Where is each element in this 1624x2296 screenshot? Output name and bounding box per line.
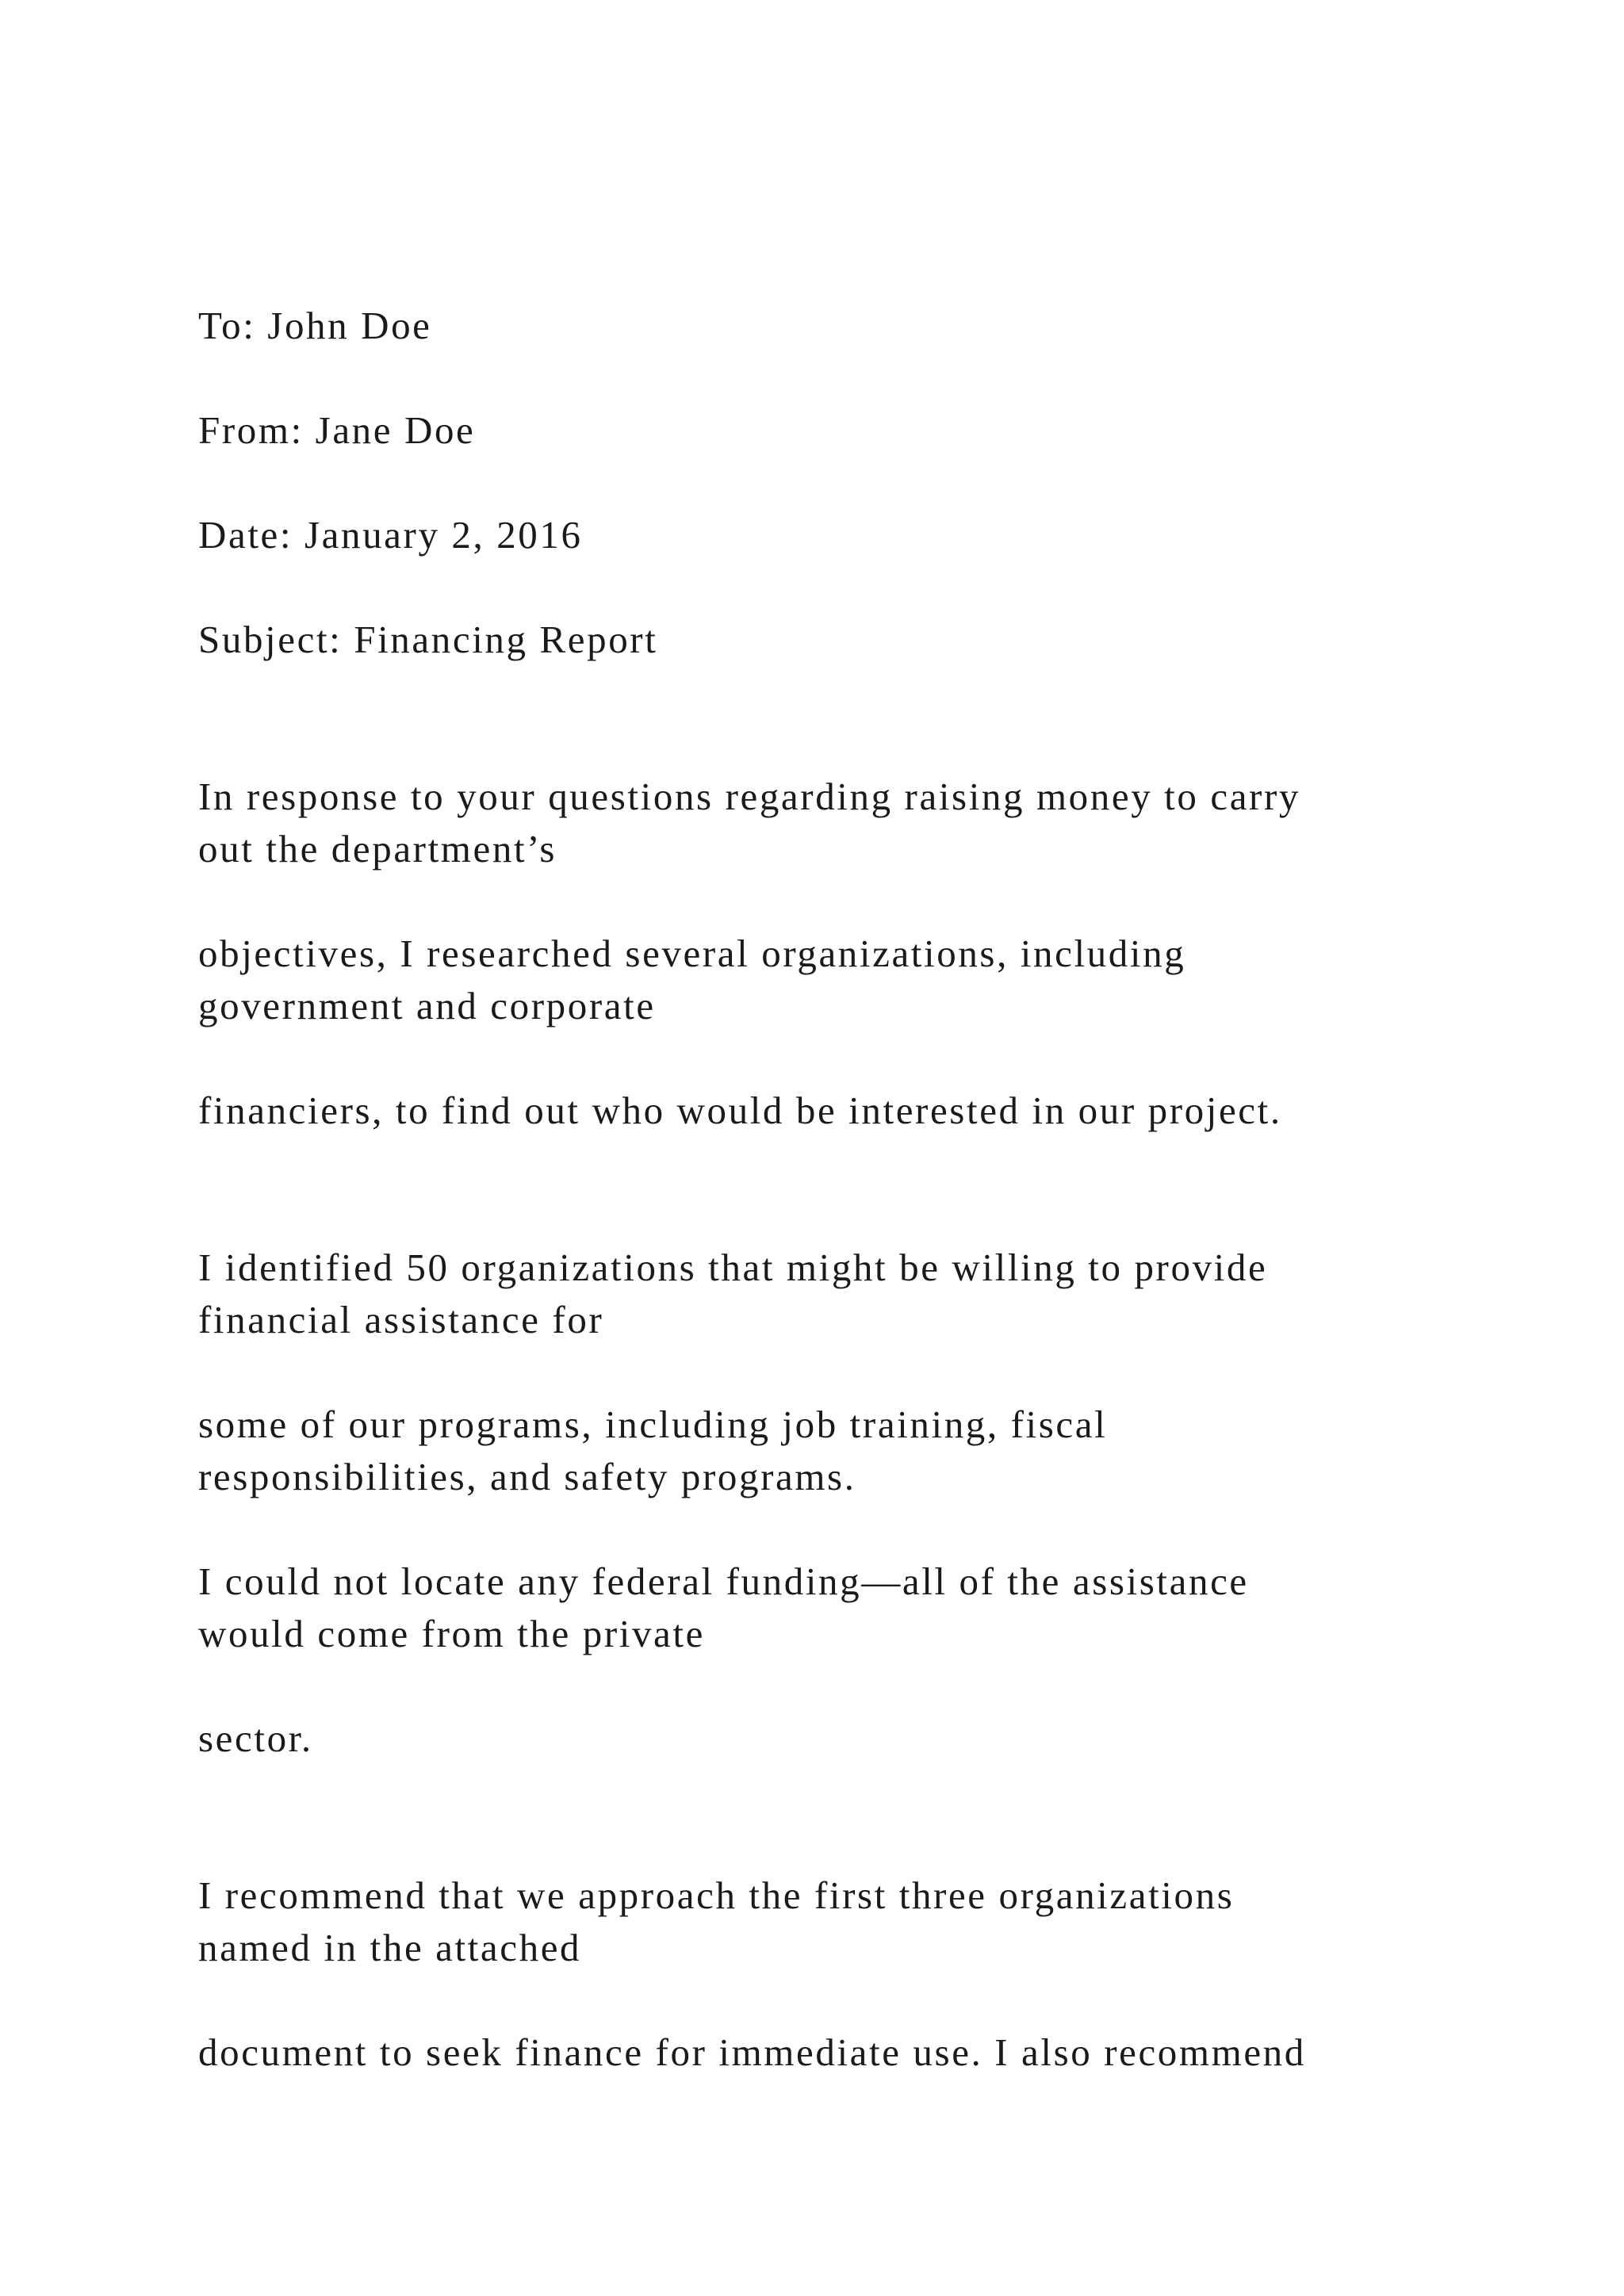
body-line: I identified 50 organizations that might be willing to provide [198,1246,1268,1289]
memo-from: From: Jane Doe [198,408,476,452]
body-line: named in the attached [198,1926,582,1969]
body-line: government and corporate [198,984,656,1027]
memo-date: Date: January 2, 2016 [198,513,583,557]
body-line: financiers, to find out who would be interested in our project. [198,1089,1282,1132]
body-line: I could not locate any federal funding—all of the assistance [198,1559,1249,1603]
body-line: sector. [198,1716,313,1760]
memo-subject: Subject: Financing Report [198,618,658,661]
body-line: objectives, I researched several organizations, including [198,932,1186,975]
body-line: out the department’s [198,827,557,871]
body-line: I recommend that we approach the first three organizations [198,1873,1235,1917]
body-line: would come from the private [198,1612,705,1655]
body-line: some of our programs, including job training, fiscal [198,1402,1108,1446]
body-line: responsibilities, and safety programs. [198,1455,856,1498]
memo-to: To: John Doe [198,304,432,347]
body-line: In response to your questions regarding raising money to carry [198,775,1300,818]
body-line: financial assistance for [198,1298,604,1341]
body-line: document to seek finance for immediate use. I also recommend [198,2030,1306,2074]
